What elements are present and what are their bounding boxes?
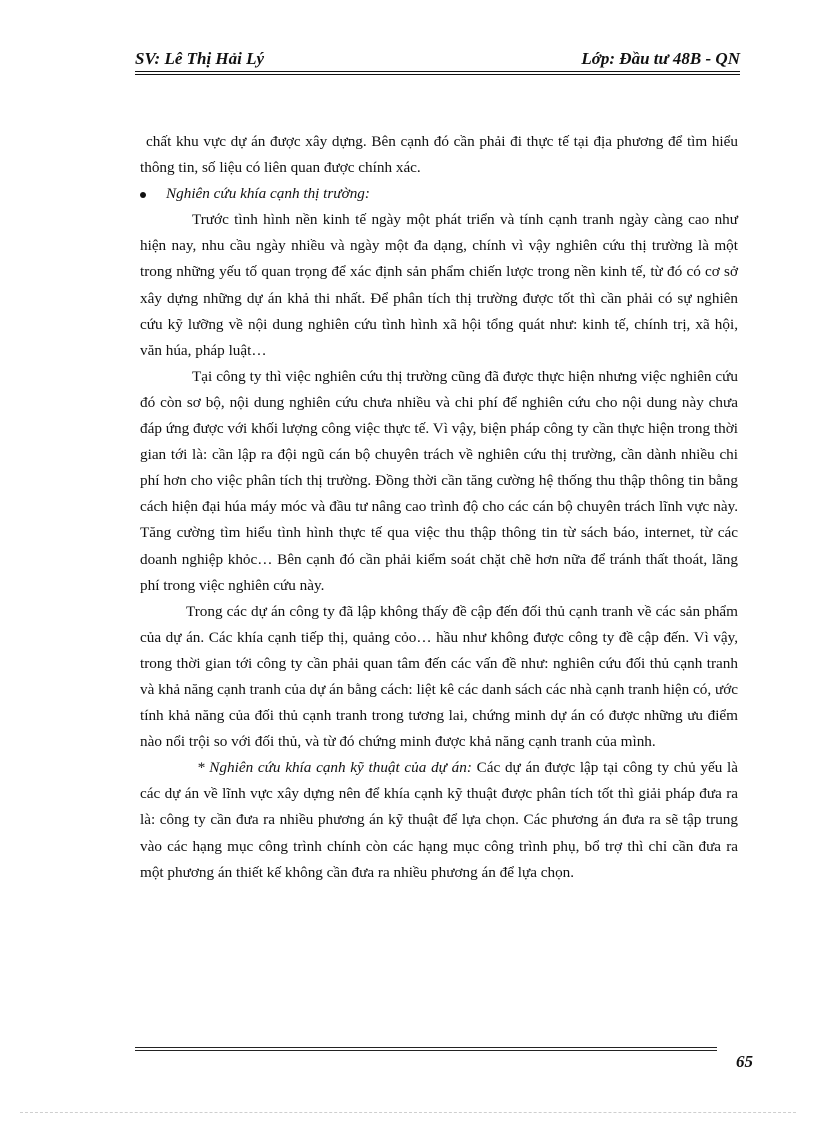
technical-text: Các dự án được lập tại công ty chủ yếu là các dự án về lĩnh vực xây dựng nên để khía cạnh kỹ thuật được phân tích tốt thì giải pháp đưa ra là: công ty cần đưa ra nhiều phương án kỹ thuật để lựa chọn. Các phương án đưa ra sẽ tập trung vào các hạng mục công trình chính còn các hạng mục công trình phụ, bổ trợ thì chỉ cần đưa ra một phương án thiết kế không cần đưa ra nhiều phương án để lựa chọn.: [140, 759, 738, 881]
page-number: 65: [736, 1052, 753, 1071]
paragraph-continuation: chất khu vực dự án được xây dựng. Bên cạnh đó cần phải đi thực tế tại địa phương để tìm hiểu thông tin, số liệu có liên quan được chính xác.: [140, 133, 738, 177]
paragraph-competitors: Trong các dự án công ty đã lập không thấy đề cập đến đối thủ cạnh tranh về các sản phẩm của dự án. Các khía cạnh tiếp thị, quảng cỏo… hầu như không được công ty đề cập đến. Vì vậy, trong thời gian tới công ty cần phải quan tâm đến các vấn đề như: nghiên cứu đối thủ cạnh tranh và khả năng cạnh tranh của dự án bằng cách: liệt kê các danh sách các nhà cạnh tranh hiện có, ước tính khả năng của đối thủ cạnh tranh trong tương lai, chứng minh dự án có được những ưu điểm nào nổi trội so với đối thủ, và từ đó chứng minh được khả năng cạnh tranh của mình.: [140, 602, 738, 751]
document-body: [140, 129, 738, 886]
market-research-heading: [140, 181, 738, 207]
class-label: Lớp: Đầu tư 48B - QN: [581, 49, 740, 68]
paragraph-company-research: Tại công ty thì việc nghiên cứu thị trường cũng đã được thực hiện nhưng việc nghiên cứu đó còn sơ bộ, nội dung nghiên cứu chưa nhiều và chi phí để nghiên cứu cho nội dung này chưa đáp ứng được với khối lượng công việc thực tế. Vì vậy, biện pháp công ty cần thực hiện trong thời gian tới là: cần lập ra đội ngũ cán bộ chuyên trách về nghiên cứu thị trường, cần dành nhiều chi phí hơn cho việc phân tích thị trường. Đồng thời cần tăng cường hệ thống thu thập thông tin bằng cách hiện đại húa máy móc và đầu tư nâng cao trình độ cho các cán bộ chuyên trách lĩnh vực này. Tăng cường tìm hiểu tình hình thực tế qua việc thu thập thông tin từ sách báo, internet, từ các doanh nghiệp khỏc… Bên cạnh đó cần phải kiểm soát chặt chẽ hơn nữa để tránh thất thoát, lãng phí trong việc nghiên cứu này.: [140, 367, 738, 594]
header-rule: [135, 71, 740, 72]
paragraph-market-overview: Trước tình hình nền kinh tế ngày một phát triển và tính cạnh tranh ngày càng cao như hiện nay, nhu cầu ngày nhiều và ngày một đa dạng, chính vì vậy nghiên cứu thị trường là một trong những yếu tố quan trọng để xác định sản phẩm chiến lược trong nền kinh tế, từ đó có cơ sở xây dựng những dự án khả thi nhất. Để phân tích thị trường được tốt thì cần phải có sự nghiên cứu kỹ lưỡng về nội dung nghiên cứu tình hình xã hội tổng quát như: kinh tế, chính trị, xã hội, văn húa, pháp luật…: [140, 211, 738, 359]
footer-rule: [135, 1047, 717, 1048]
heading-text: Nghiên cứu khía cạnh thị trường:: [166, 185, 370, 203]
page-break-line: [20, 1112, 796, 1113]
page-header: [135, 46, 740, 76]
technical-heading: * Nghiên cứu khía cạnh kỹ thuật của dự án:: [197, 759, 472, 777]
header-rule-thin: [135, 74, 740, 75]
paragraph-technical: [140, 755, 738, 885]
bullet-icon: [140, 192, 146, 198]
student-name: SV: Lê Thị Hải Lý: [135, 49, 265, 68]
footer-rule-thin: [135, 1050, 717, 1051]
